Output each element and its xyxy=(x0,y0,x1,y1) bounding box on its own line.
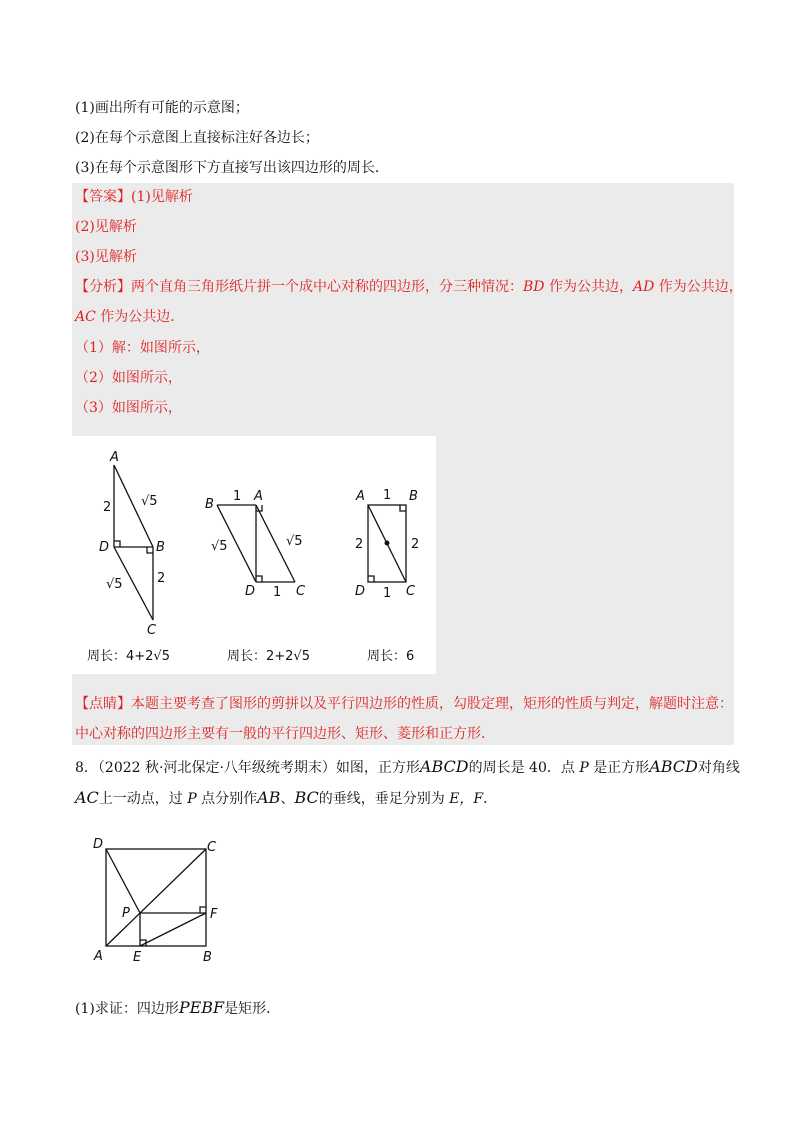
fig1-len-ab: √5 xyxy=(141,494,158,509)
fig3-len-ad: 2 xyxy=(355,537,364,552)
q8-label-e: E xyxy=(133,950,142,965)
q8-text-7: 的垂线，垂足分别为 xyxy=(318,791,450,807)
analysis-ad: AD xyxy=(632,279,655,295)
q8-label-c: C xyxy=(207,840,217,855)
fig2-len-ba: 1 xyxy=(233,489,242,504)
q8-sub-1 xyxy=(75,998,280,1019)
fig3-len-dc: 1 xyxy=(383,586,392,601)
q8-ab: AB xyxy=(257,788,281,807)
solution-step-2: （2）如图所示， xyxy=(75,370,182,386)
fig2-label-d: D xyxy=(245,584,256,599)
answer-1: (1)见解析 xyxy=(131,189,193,205)
analysis-bd: BD xyxy=(523,279,545,295)
analysis-text: 两个直角三角形纸片拼一个成中心对称的四边形，分三种情况： xyxy=(131,279,523,295)
fig1-label-d: D xyxy=(99,540,110,555)
comment-line-2: 中心对称的四边形主要有一般的平行四边形、矩形、菱形和正方形． xyxy=(75,726,495,742)
q8-p-2: P xyxy=(187,791,197,807)
q8-sub1-text-a: (1)求证：四边形 xyxy=(75,1001,179,1017)
q8-text-4: 上一动点，过 xyxy=(98,791,188,807)
analysis-text-b: 作为公共边， xyxy=(544,279,633,295)
q8-text-8: ． xyxy=(483,791,498,807)
fig2-len-bd: √5 xyxy=(211,539,228,554)
comment-text-1: 本题主要考查了图形的剪拼以及平行四边形的性质，勾股定理，矩形的性质与判定，解题时注意： xyxy=(131,696,733,712)
perimeter-1: 周长：4+2√5 xyxy=(87,649,170,664)
figure-2-shape xyxy=(217,505,295,582)
q8-abcd-1: ABCD xyxy=(419,757,469,776)
q8-ac: AC xyxy=(75,788,99,807)
q8-number: 8． xyxy=(75,760,98,776)
q8-ef: E，F xyxy=(449,791,484,807)
fig1-label-b: B xyxy=(156,540,165,555)
solution-step-3: （3）如图所示， xyxy=(75,400,182,416)
fig3-label-a: A xyxy=(356,489,365,504)
q8-label-d: D xyxy=(93,837,104,852)
comment-line-1 xyxy=(75,694,733,714)
perimeter-2: 周长：2+2√5 xyxy=(227,649,310,664)
q8-label-p: P xyxy=(122,906,130,921)
answer-line-2: (2)见解析 xyxy=(75,219,137,235)
fig2-len-dc: 1 xyxy=(273,585,282,600)
fig2-label-c: C xyxy=(296,584,306,599)
figure-1-shape xyxy=(114,465,153,620)
fig3-label-d: D xyxy=(355,584,366,599)
q8-label-b: B xyxy=(203,950,212,965)
q8-text-2: 是正方形 xyxy=(588,760,650,776)
analysis-tag: 【分析】 xyxy=(75,279,131,295)
perimeter-3: 周长：6 xyxy=(367,649,415,664)
q8-sub1-pebf: PEBF xyxy=(178,998,225,1017)
q8-line-2 xyxy=(75,788,497,809)
q8-label-a: A xyxy=(94,949,103,964)
analysis-text-c: 作为公共边， xyxy=(654,279,743,295)
q8-abcd-2: ABCD xyxy=(649,757,698,776)
question-line-1: (1)画出所有可能的示意图； xyxy=(75,100,249,116)
answer-tag: 【答案】 xyxy=(75,189,131,205)
fig2-label-b: B xyxy=(205,497,214,512)
q8-text-1: 的周长是 40．点 xyxy=(468,760,580,776)
fig2-len-ac: √5 xyxy=(286,534,303,549)
q8-text-5: 点分别作 xyxy=(196,791,258,807)
q8-p-1: P xyxy=(579,760,589,776)
fig2-label-a: A xyxy=(254,489,263,504)
analysis-text-d: 作为公共边． xyxy=(95,309,185,325)
answer-line-3: (3)见解析 xyxy=(75,249,137,265)
fig3-len-ab: 1 xyxy=(383,488,392,503)
solution-step-1: （1）解：如图所示， xyxy=(75,340,210,356)
fig1-len-bc: 2 xyxy=(157,571,166,586)
q8-line-1 xyxy=(75,757,740,778)
q8-text-6: 、 xyxy=(280,791,295,807)
q8-bc: BC xyxy=(294,788,319,807)
fig1-len-ad: 2 xyxy=(103,500,112,515)
q8-source: （2022 秋·河北保定·八年级统考期末）如图，正方形 xyxy=(97,760,420,776)
fig3-label-c: C xyxy=(406,584,416,599)
fig1-len-dc: √5 xyxy=(106,577,123,592)
q8-sub1-text-b: 是矩形． xyxy=(224,1001,281,1017)
fig3-len-bc: 2 xyxy=(411,537,420,552)
analysis-ac: AC xyxy=(75,309,96,325)
q8-text-3: 对角线 xyxy=(697,760,740,776)
fig1-label-c: C xyxy=(147,623,157,638)
fig1-label-a: A xyxy=(110,450,119,465)
question-line-2: (2)在每个示意图上直接标注好各边长； xyxy=(75,130,319,146)
fig3-label-b: B xyxy=(409,489,418,504)
q8-label-f: F xyxy=(210,907,218,922)
comment-tag: 【点睛】 xyxy=(75,696,131,712)
figure-3-center-point xyxy=(385,541,390,546)
question-line-3: (3)在每个示意图形下方直接写出该四边形的周长． xyxy=(75,160,389,176)
